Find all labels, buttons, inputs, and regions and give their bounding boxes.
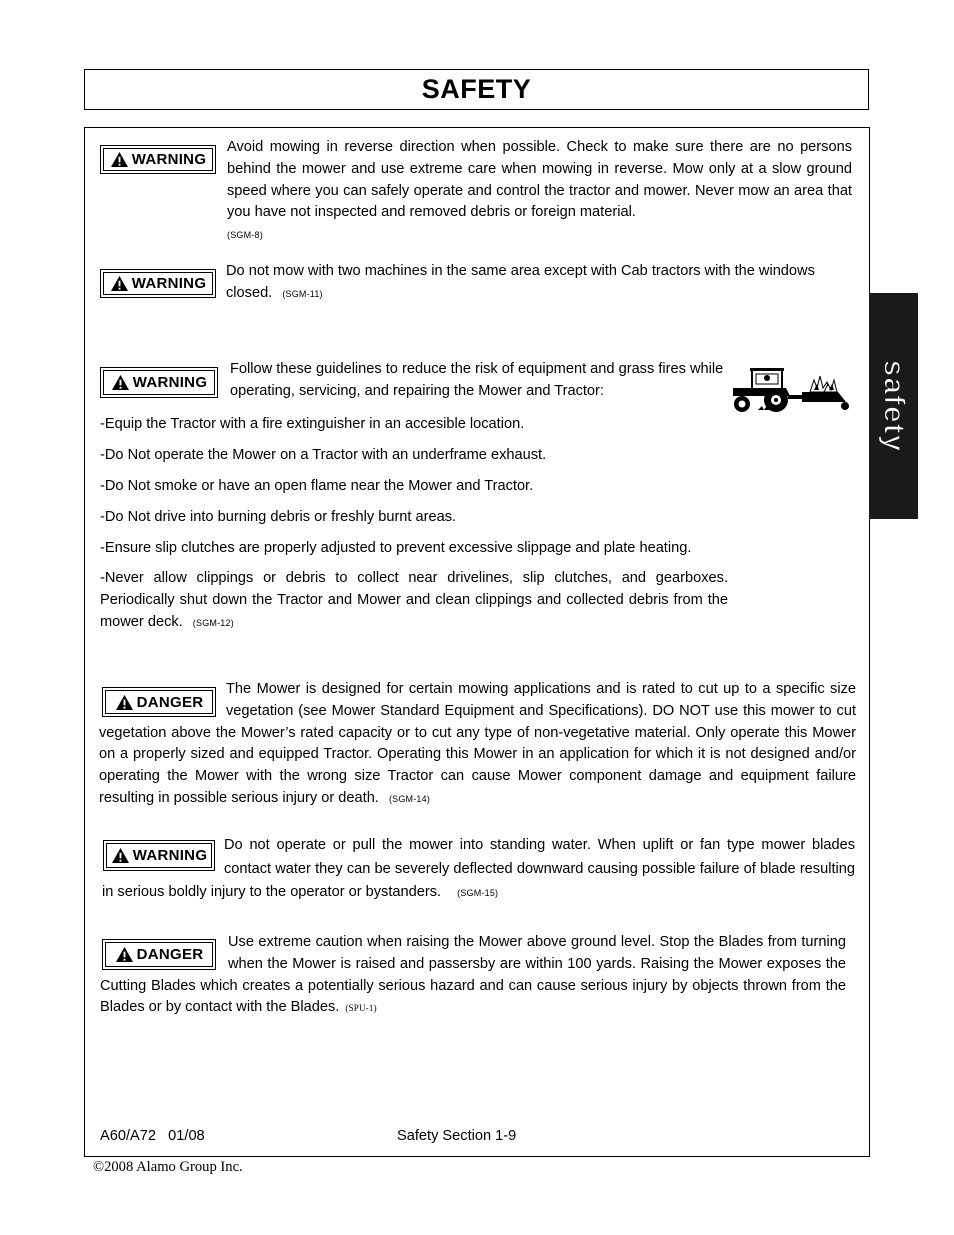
- warning-label-text: WARNING: [132, 847, 208, 864]
- tractor-mower-fire-illustration: [728, 362, 852, 414]
- warning-label: [100, 145, 216, 174]
- sgm11-code: (SGM-11): [282, 288, 323, 299]
- sgm14-code: (SGM-14): [388, 793, 431, 804]
- page-title: SAFETY: [421, 74, 532, 104]
- list-item: [100, 538, 691, 558]
- warning-label: [100, 269, 216, 298]
- copyright: ©2008 Alamo Group Inc.: [93, 1159, 243, 1175]
- list-item-text: -Equip the Tractor with a fire extinguisher in an accesible location.: [100, 416, 525, 432]
- spu1-container: [100, 932, 846, 1020]
- warning-label-text: WARNING: [132, 374, 208, 391]
- label-spacer: [102, 834, 224, 878]
- sgm12-intro: [230, 359, 725, 403]
- warning-label-text: WARNING: [131, 275, 207, 292]
- sgm14-container: [99, 679, 856, 811]
- list-item: [100, 445, 546, 465]
- list-item-text: -Do Not operate the Mower on a Tractor with an underframe exhaust.: [100, 447, 547, 463]
- spu1-code: (SPU-1): [345, 1003, 377, 1014]
- sgm15-text: Do not operate or pull the mower into standing water. When uplift or fan type mower blades contact water they can be severely deflected downward causing possible failure of blade resulting in serious boldly injury to the operator or bystanders.: [102, 837, 855, 900]
- spu1-text: Use extreme caution when raising the Mower above ground level. Stop the Blades from turning when the Mower is raised and passersby are within 100 yards. Raising the Mower exposes the Cutting Blades which creates a potentially serious hazard and can cause serious injury by objects thrown from the Blades or by contact with the Blades.: [100, 934, 846, 1016]
- list-item-text: -Do Not smoke or have an open flame near the Mower and Tractor.: [100, 478, 534, 494]
- sgm8-paragraph: [227, 137, 852, 247]
- sgm8-text: Avoid mowing in reverse direction when possible. Check to make sure there are no persons behind the mower and use extreme care when mowing in reverse. Mow only at a slow ground speed where you can safely operate and control the tractor and mower. Never mow an area that you have not inspected and removed debris or foreign material.: [227, 139, 852, 221]
- sgm12-intro-text: Follow these guidelines to reduce the risk of equipment and grass fires while operating, servicing, and repairing the Mower and Tractor:: [230, 361, 724, 399]
- header-box: [84, 69, 869, 110]
- sgm14-text: The Mower is designed for certain mowing applications and is rated to cut up to a specific size vegetation (see Mower Standard Equipment and Specifications). DO NOT use this mower to cut vegetation above the Mower’s rated capacity or to cut any type of non-vegetative material. Only operate this Mower on a properly sized and equipped Tractor. Operating this Mower in an application for which it is not designed and/or operating the Mower with the wrong size Tractor can cause Mower component damage and equipment failure resulting in possible serious injury or death.: [99, 681, 856, 806]
- sgm8-code: (SGM-8): [227, 230, 263, 241]
- warning-label: [100, 367, 218, 398]
- list-item: [100, 507, 456, 527]
- alert-triangle-icon: [110, 151, 129, 168]
- sgm11-paragraph: [226, 261, 852, 306]
- list-item-text: -Ensure slip clutches are properly adjusted to prevent excessive slippage and plate heating.: [100, 540, 692, 556]
- label-spacer: [99, 679, 226, 721]
- alert-triangle-icon: [111, 374, 130, 391]
- list-item: [100, 476, 533, 496]
- sgm11-text: Do not mow with two machines in the same area except with Cab tractors with the windows closed.: [226, 263, 815, 301]
- warning-label-text: WARNING: [131, 151, 207, 168]
- list-item: [100, 568, 728, 634]
- sgm15-code: (SGM-15): [457, 888, 499, 898]
- list-item: [100, 414, 524, 434]
- sgm12-code: (SGM-12): [192, 617, 234, 628]
- side-tab-label: safety: [877, 359, 911, 453]
- label-spacer: [100, 932, 228, 974]
- alert-triangle-icon: [110, 275, 129, 292]
- list-item-text: -Never allow clippings or debris to collect near drivelines, slip clutches, and gearboxes. Periodically shut down the Tractor and Mower and clean clippings and collected debris from the mower deck.: [100, 570, 728, 630]
- danger-label-text: DANGER: [136, 693, 204, 711]
- sgm15-container: [102, 834, 855, 906]
- list-item-text: -Do Not drive into burning debris or freshly burnt areas.: [100, 509, 457, 525]
- footer-model: A60/A72 01/08: [100, 1128, 205, 1144]
- side-tab: [869, 293, 918, 519]
- footer-section: Safety Section 1-9: [397, 1128, 517, 1144]
- danger-label-text: DANGER: [136, 946, 204, 963]
